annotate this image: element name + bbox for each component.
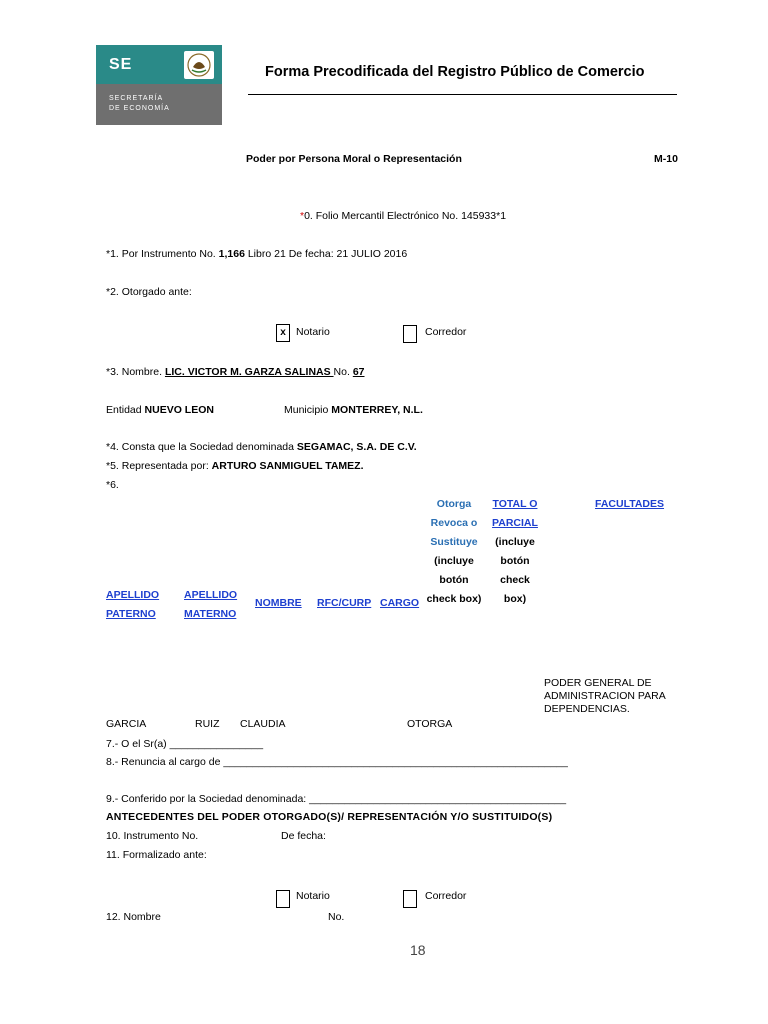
field-10-fecha: De fecha: [281, 830, 326, 842]
facultades-line: PODER GENERAL DE [544, 677, 652, 689]
field-10-label: 10. Instrumento No. [106, 830, 199, 842]
field-3 [106, 366, 365, 378]
logo-line2: DE ECONOMÍA [109, 105, 170, 112]
row-facultades [544, 677, 666, 716]
header-total-parcial [486, 495, 544, 609]
field-12-no: No. [328, 911, 345, 923]
otorga-line: (incluye [434, 555, 474, 567]
instrument-number: 1,166 [218, 248, 245, 260]
field-3-pre: *3. Nombre. [106, 366, 165, 378]
logo-bottom-band [96, 84, 222, 125]
municipio-value: MONTERREY, N.L. [331, 404, 423, 416]
antecedentes-title: ANTECEDENTES DEL PODER OTORGADO(S)/ REPRESENTACIÓN Y/O SUSTITUIDO(S) [106, 811, 553, 823]
logo-line1: SECRETARÍA [109, 95, 164, 102]
header-apellido-paterno [106, 586, 159, 624]
field-2-label: *2. Otorgado ante: [106, 286, 192, 298]
paterno-line[interactable]: PATERNO [106, 608, 156, 620]
paterno-line[interactable]: APELLIDO [106, 589, 160, 601]
notary-name: LIC. VICTOR M. GARZA SALINAS [164, 366, 334, 378]
notario-checkbox-2[interactable] [276, 890, 290, 908]
notario-label: Notario [296, 326, 330, 338]
total-line: botón [500, 555, 530, 567]
notario-checkbox[interactable]: x [276, 324, 290, 342]
materno-line[interactable]: MATERNO [184, 608, 237, 620]
corredor-checkbox[interactable] [403, 325, 417, 343]
otorga-line: check box) [426, 593, 482, 605]
field-5 [106, 460, 364, 472]
header-nombre[interactable]: NOMBRE [255, 597, 302, 609]
field-7: 7.- O el Sr(a) ________________ [106, 738, 264, 750]
otorga-line: botón [439, 574, 469, 586]
field-9: 9.- Conferido por la Sociedad denominada: ____________________________________________ [106, 793, 567, 805]
corredor-label-2: Corredor [425, 890, 467, 902]
header-rfc-curp[interactable]: RFC/CURP [317, 597, 372, 609]
corredor-checkbox-2[interactable] [403, 890, 417, 908]
field-5-pre: *5. Representada por: [106, 460, 212, 472]
header-facultades[interactable]: FACULTADES [595, 498, 665, 510]
notario-label-2: Notario [296, 890, 330, 902]
otorga-line: Sustituye [430, 536, 478, 548]
facultades-line: ADMINISTRACION PARA [544, 690, 666, 702]
field-0-text: 0. Folio Mercantil Electrónico No. 145933*1 [304, 210, 507, 222]
corredor-label: Corredor [425, 326, 467, 338]
field-1 [106, 248, 407, 260]
field-6-label: *6. [106, 479, 119, 491]
logo-top-band [96, 45, 222, 84]
municipio-label: Municipio [284, 404, 332, 416]
field-4 [106, 441, 417, 453]
field-4-pre: *4. Consta que la Sociedad denominada [106, 441, 297, 453]
field-12-label: 12. Nombre [106, 911, 161, 923]
otorga-line: Revoca o [430, 517, 478, 529]
field-0 [300, 210, 506, 222]
required-mark: * [300, 210, 305, 222]
document-title: Forma Precodificada del Registro Público de Comercio [265, 64, 645, 80]
total-line[interactable]: TOTAL O [492, 498, 538, 510]
secretaria-economia-logo [96, 45, 222, 125]
row-paterno: GARCIA [106, 718, 147, 730]
header-cargo[interactable]: CARGO [380, 597, 420, 609]
company-name: SEGAMAC, S.A. DE C.V. [296, 441, 417, 453]
page-number: 18 [410, 942, 426, 958]
otorga-line: Otorga [436, 498, 472, 510]
notary-no: 67 [352, 366, 365, 378]
entidad-field [106, 404, 214, 416]
header-apellido-materno [184, 586, 237, 624]
title-underline [248, 94, 677, 95]
mexico-seal-icon [184, 51, 214, 79]
entidad-value: NUEVO LEON [144, 404, 214, 416]
facultades-line: DEPENDENCIAS. [544, 703, 630, 715]
header-otorga [424, 495, 484, 609]
row-materno: RUIZ [195, 718, 220, 730]
form-name: Poder por Persona Moral o Representación [246, 153, 462, 165]
representative-name: ARTURO SANMIGUEL TAMEZ. [211, 460, 364, 472]
logo-abbr: SE [109, 56, 133, 73]
total-line: (incluye [495, 536, 535, 548]
total-line: check [500, 574, 530, 586]
total-line: box) [503, 593, 527, 605]
municipio-field [284, 404, 423, 416]
row-otorga: OTORGA [407, 718, 453, 730]
materno-line[interactable]: APELLIDO [184, 589, 238, 601]
entidad-label: Entidad [106, 404, 145, 416]
form-code: M-10 [654, 153, 678, 165]
field-1-post: Libro 21 De fecha: 21 JULIO 2016 [244, 248, 408, 260]
total-line[interactable]: PARCIAL [492, 517, 538, 529]
notary-no-label: No. [333, 366, 353, 378]
field-8: 8.- Renuncia al cargo de ___________________________________________________________ [106, 756, 568, 768]
row-nombre: CLAUDIA [240, 718, 286, 730]
field-1-pre: *1. Por Instrumento No. [106, 248, 219, 260]
field-11-label: 11. Formalizado ante: [106, 849, 207, 861]
